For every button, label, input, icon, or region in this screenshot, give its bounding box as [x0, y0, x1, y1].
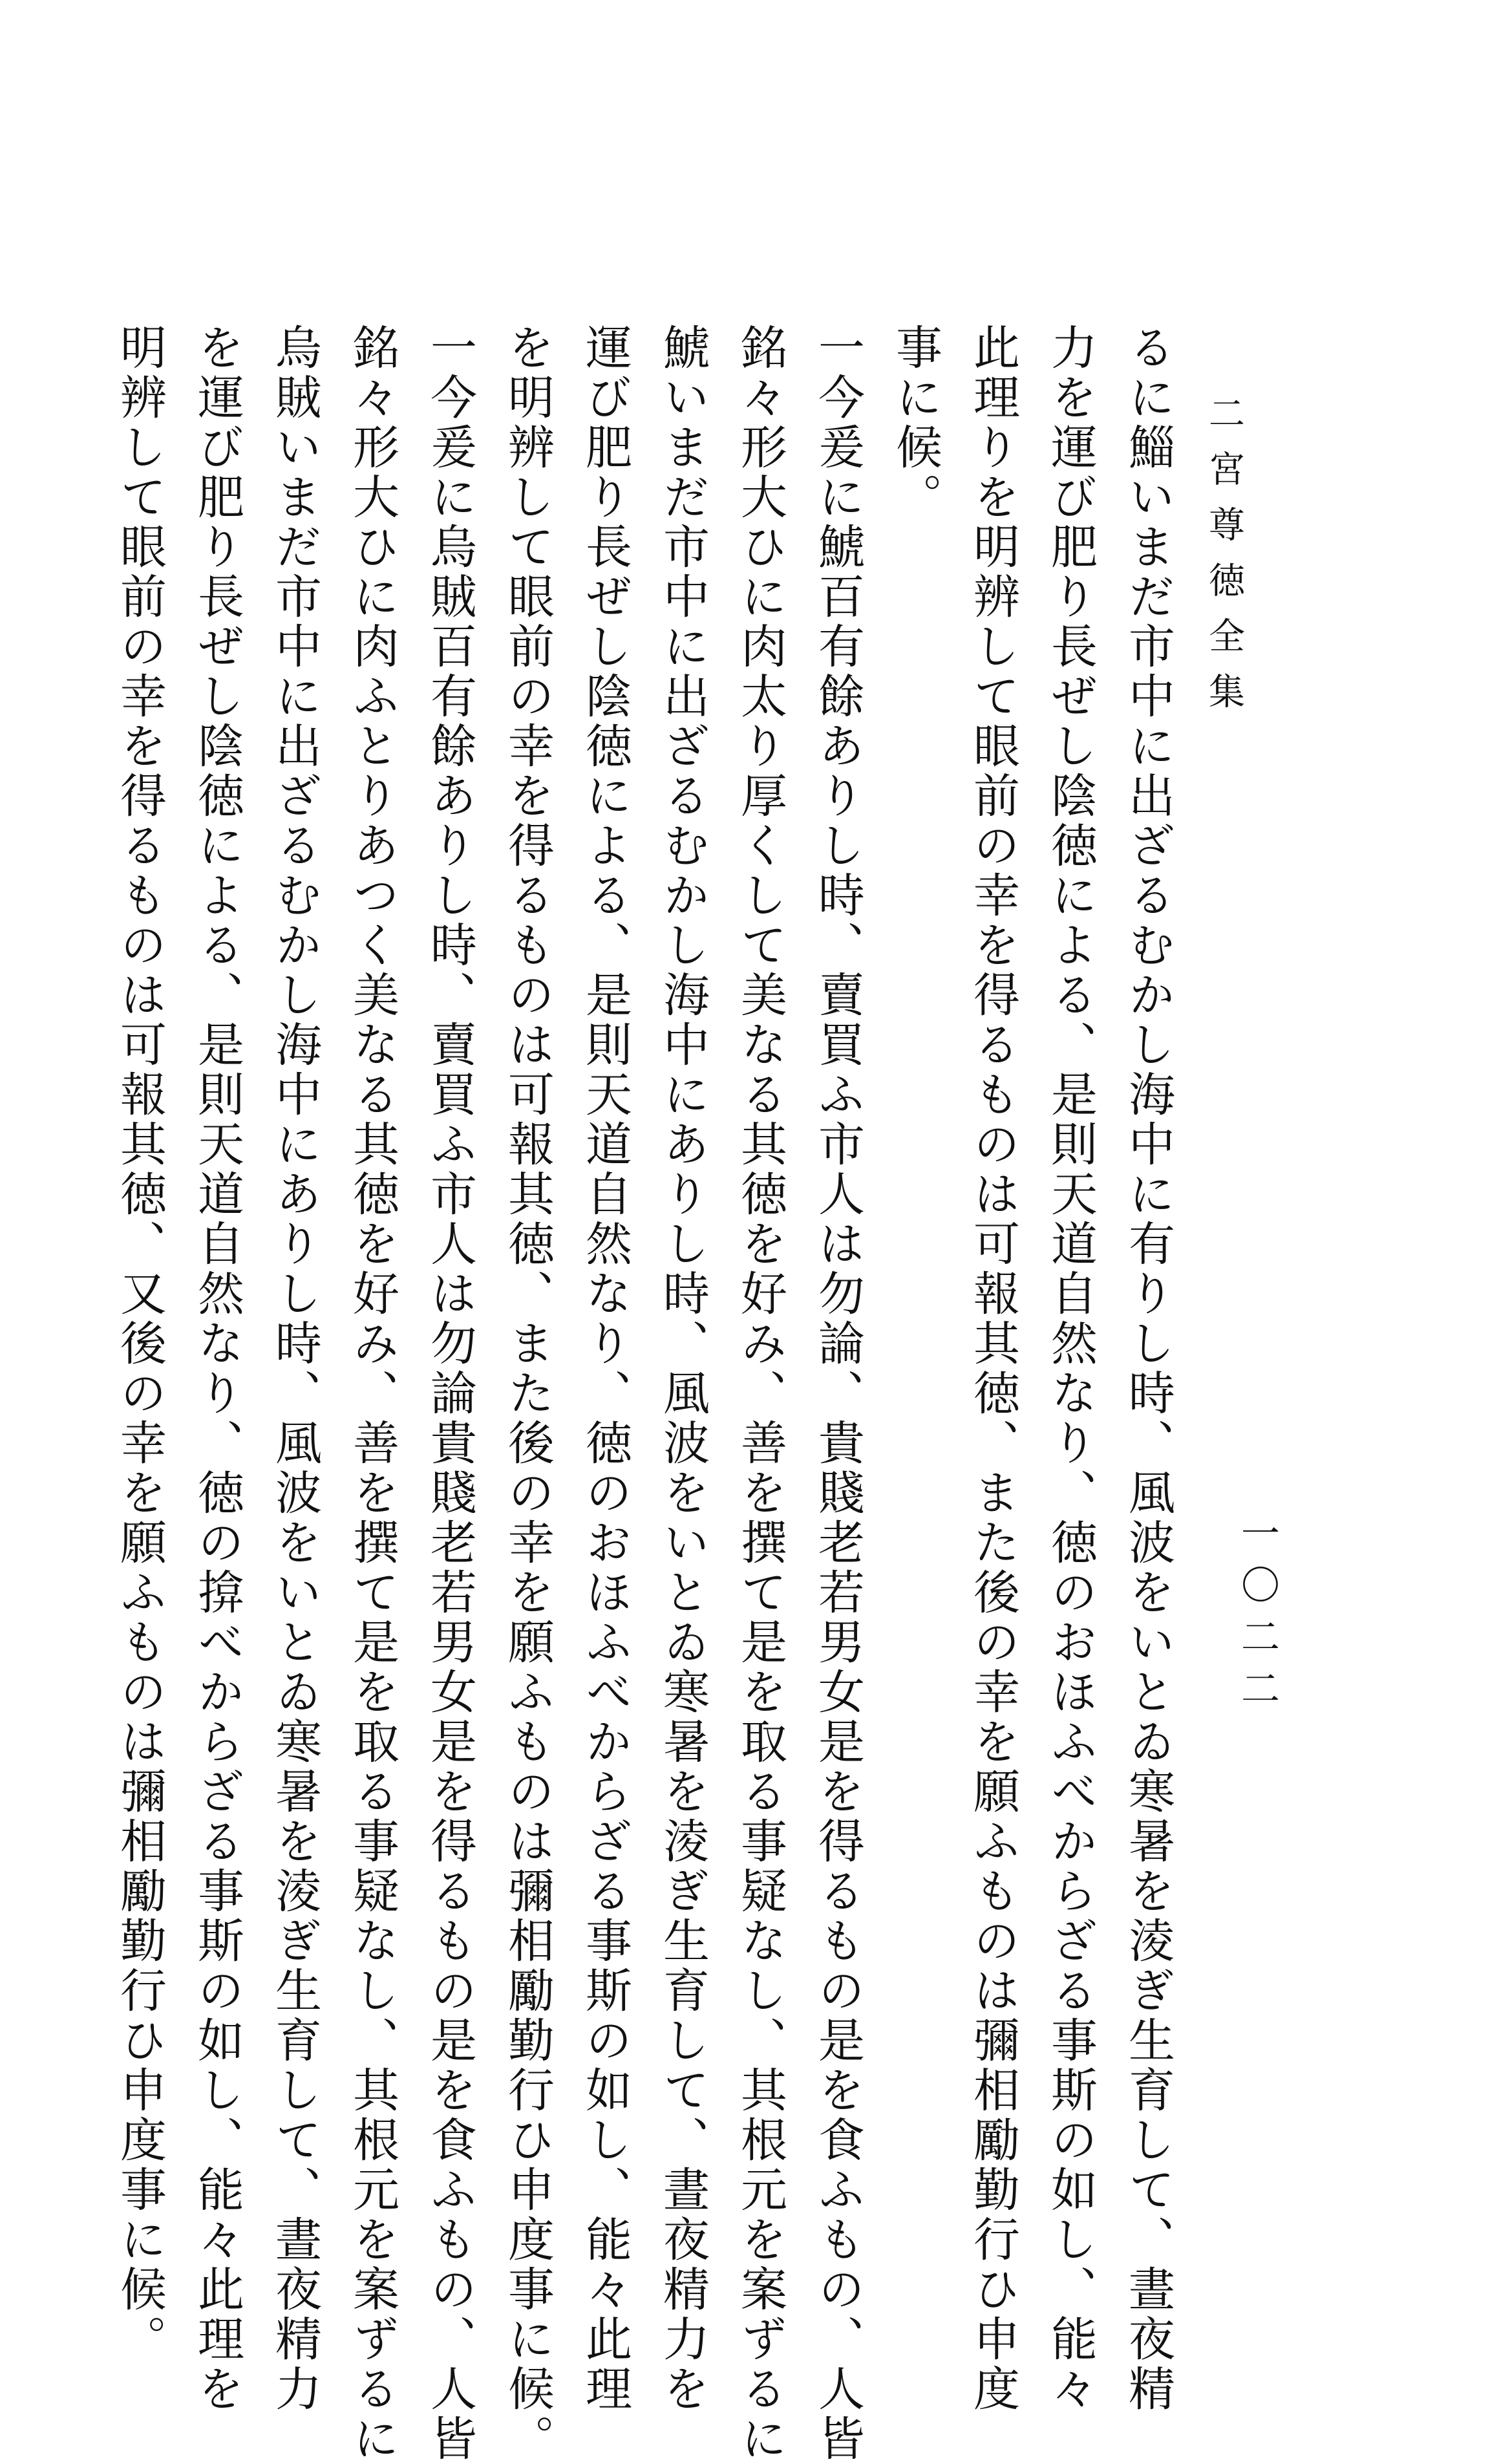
text-line: 明辨して眼前の幸を得るものは可報其徳、又後の幸を願ふものは彌相勵勤行ひ申度事に候。 [112, 323, 167, 2364]
text-line: 一今爰に鯱百有餘ありし時、賣買ふ市人は勿論、貴賤老若男女是を得るもの是を食ふもの、人皆 [811, 323, 865, 2464]
text-line: 鯱いまだ市中に出ざるむかし海中にありし時、風波をいとゐ寒暑を淩ぎ生育して、晝夜精力を [655, 323, 710, 2414]
text-line: を明辨して眼前の幸を得るものは可報其徳、また後の幸を願ふものは彌相勵勤行ひ申度事に候。 [500, 323, 555, 2464]
text-line: 運び肥り長ぜし陰徳による、是則天道自然なり、徳のおほふべからざる事斯の如し、能々此理 [578, 323, 632, 2414]
text-line: 力を運び肥り長ぜし陰徳による、是則天道自然なり、徳のおほふべからざる事斯の如し、能々 [1043, 323, 1098, 2414]
page-number: 一〇二二 [1235, 1513, 1280, 1720]
text-line: 一今爰に烏賊百有餘ありし時、賣買ふ市人は勿論貴賤老若男女是を得るもの是を食ふもの、人皆 [423, 323, 477, 2464]
text-line: 銘々形大ひに肉ふとりあつく美なる其徳を好み、善を撰て是を取る事疑なし、其根元を案ずるに [345, 323, 399, 2464]
text-line: 烏賊いまだ市中に出ざるむかし海中にありし時、風波をいとゐ寒暑を淩ぎ生育して、晝夜精力 [268, 323, 322, 2414]
text-line: を運び肥り長ぜし陰徳による、是則天道自然なり、徳の揜べからざる事斯の如し、能々此理を [190, 323, 244, 2414]
running-header-title: 二宮尊徳全集 [1203, 394, 1245, 728]
text-line: 此理りを明辨して眼前の幸を得るものは可報其徳、また後の幸を願ふものは彌相勵勤行ひ申度 [966, 323, 1020, 2414]
text-line: 事に候。 [888, 323, 942, 522]
text-line: るに鯔いまだ市中に出ざるむかし海中に有りし時、風波をいとゐ寒暑を淩ぎ生育して、晝夜精 [1121, 323, 1175, 2414]
text-line: 銘々形大ひに肉太り厚くして美なる其徳を好み、善を撰て是を取る事疑なし、其根元を案ずるに [733, 323, 787, 2464]
body-text [101, 323, 1187, 2464]
